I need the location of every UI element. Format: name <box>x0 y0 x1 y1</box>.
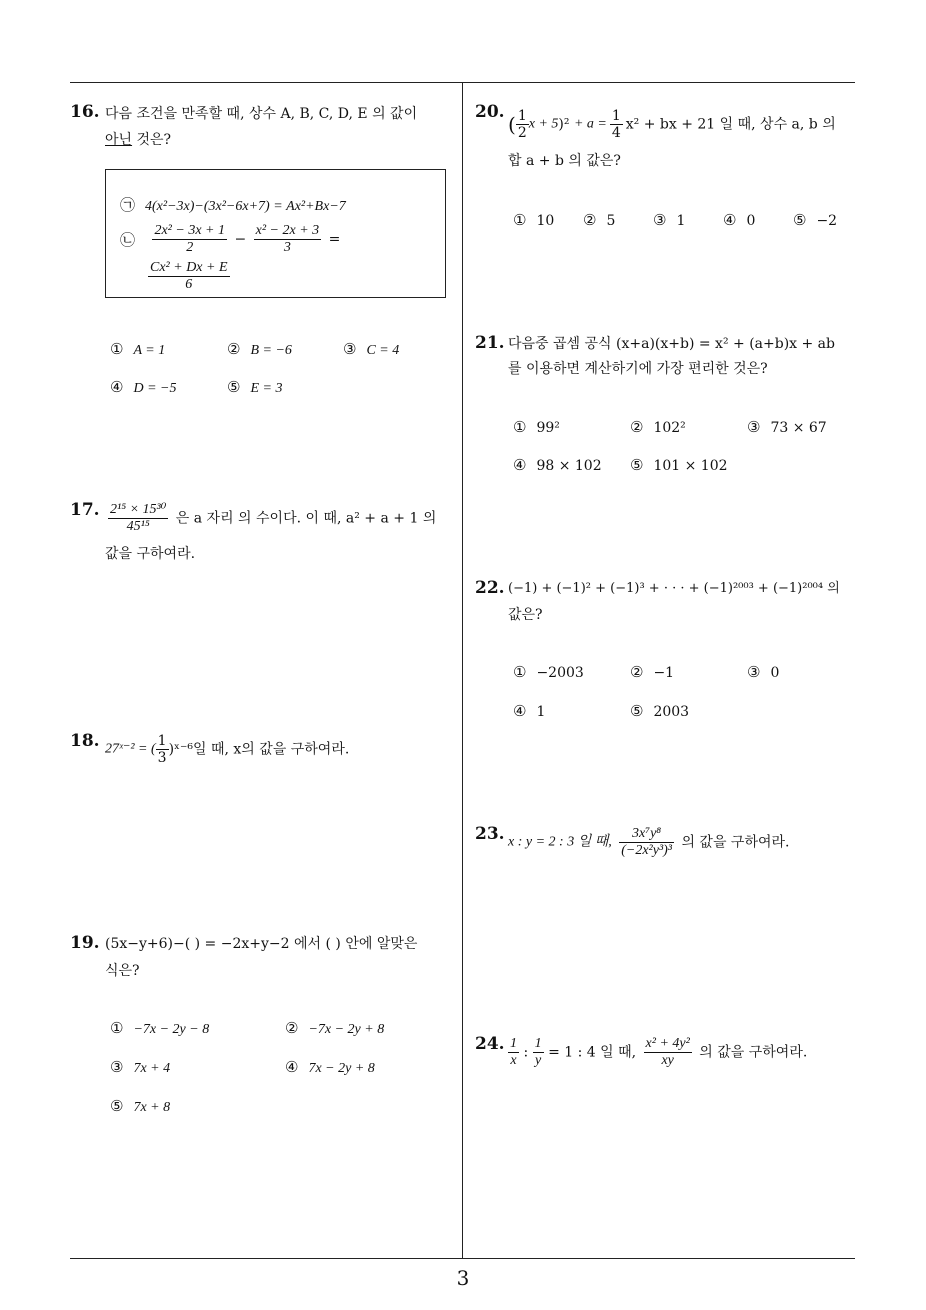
option-1[interactable] <box>513 663 584 681</box>
fraction-numerator: x² − 2x + 3 <box>255 223 320 238</box>
fraction-one-over-y <box>533 1036 544 1069</box>
option-mark: ② <box>630 663 644 681</box>
page-number: 3 <box>456 1266 470 1290</box>
option-text: 0 <box>746 213 756 229</box>
option-text: −7x − 2y − 8 <box>133 1022 210 1037</box>
equation-mid: + a = <box>573 116 607 132</box>
fraction-one-over-x <box>508 1036 519 1069</box>
question-number: 16. <box>70 102 100 122</box>
option-text: D = −5 <box>133 381 177 396</box>
option-mark: ④ <box>285 1058 299 1076</box>
question-text-line2: 를 이용하면 계산하기에 가장 편리한 것은? <box>508 361 768 377</box>
option-text: 1 <box>676 213 686 229</box>
question-text-line2 <box>105 127 171 153</box>
fraction-numerator: 2x² − 3x + 1 <box>154 223 225 238</box>
condition-1 <box>120 192 346 220</box>
question-text <box>105 733 349 766</box>
option-2[interactable] <box>630 418 686 436</box>
option-text: −7x − 2y + 8 <box>308 1022 385 1037</box>
fraction-denominator: 2 <box>517 125 527 141</box>
option-text: −2 <box>816 213 838 229</box>
fraction-numerator: 1 <box>611 108 621 124</box>
option-1[interactable] <box>513 418 560 436</box>
question-text <box>508 1036 807 1069</box>
option-mark: ① <box>513 211 527 229</box>
option-mark: ② <box>630 418 644 436</box>
option-3[interactable] <box>747 663 779 681</box>
option-text: 10 <box>536 213 555 229</box>
fraction-numerator: x² + 4y² <box>645 1036 690 1051</box>
option-mark: ③ <box>653 211 667 229</box>
option-mark: ③ <box>747 418 761 436</box>
option-text: 0 <box>770 665 780 681</box>
option-mark: ③ <box>110 1058 124 1076</box>
question-text-line2: 식은? <box>105 963 140 979</box>
option-text: B = −6 <box>250 343 292 358</box>
fraction-denominator: y <box>533 1052 544 1069</box>
option-text: A = 1 <box>133 343 166 358</box>
option-mark: ⑤ <box>793 211 807 229</box>
question-number: 17. <box>70 500 100 520</box>
option-mark: ② <box>583 211 597 229</box>
question-number: 24. <box>475 1034 505 1054</box>
condition-2-rhs-frac <box>148 260 230 293</box>
option-text: 102² <box>653 420 686 436</box>
option-mark: ④ <box>513 702 527 720</box>
option-4[interactable] <box>110 378 176 397</box>
question-text-rest: 의 값을 구하여라. <box>681 834 790 851</box>
option-4[interactable] <box>513 456 602 474</box>
question-number: 22. <box>475 578 505 598</box>
question-fraction <box>619 826 674 859</box>
option-mark: ④ <box>513 456 527 474</box>
option-mark: ① <box>110 1019 124 1037</box>
option-text: 99² <box>536 420 560 436</box>
minus-sign: − <box>234 231 247 248</box>
fraction-denominator: 4 <box>611 125 621 141</box>
fraction-numerator: 2¹⁵ × 15³⁰ <box>110 502 167 517</box>
option-2[interactable] <box>583 211 615 229</box>
option-text: −2003 <box>536 665 584 681</box>
condition-1-expr: 4(x²−3x)−(3x²−6x+7) = Ax²+Bx−7 <box>145 199 346 214</box>
option-mark: ④ <box>110 378 124 396</box>
question-text: 다음 조건을 만족할 때, 상수 A, B, C, D, E 의 값이 <box>105 106 418 122</box>
question-fraction <box>644 1036 692 1069</box>
fraction-denominator: 2 <box>152 239 227 256</box>
paren-content: x + 5 <box>528 116 559 132</box>
fraction-quarter <box>610 108 623 141</box>
question-text: (5x−y+6)−( ) = −2x+y−2 에서 ( ) 안에 알맞은 <box>105 936 418 952</box>
fraction-numerator: 1 <box>534 1036 542 1051</box>
fraction-denominator: (−2x²y³)³ <box>621 843 672 858</box>
equation-rhs: )ˣ⁻⁶일 때, x의 값을 구하여라. <box>168 741 350 758</box>
option-text: 2003 <box>653 704 690 720</box>
option-mark: ⑤ <box>630 702 644 720</box>
question-number: 21. <box>475 333 505 353</box>
option-mark: ⑤ <box>110 1097 124 1115</box>
option-mark: ① <box>110 340 124 358</box>
option-5[interactable] <box>110 1097 170 1116</box>
colon: : <box>523 1044 529 1061</box>
fraction-denominator: xy <box>644 1052 692 1069</box>
option-text: 7x + 8 <box>133 1100 171 1115</box>
option-3[interactable] <box>343 340 399 359</box>
option-text: 7x + 4 <box>133 1061 171 1076</box>
question-text-line1: 은 a 자리 의 수이다. 이 때, a² + a + 1 의 <box>175 510 437 527</box>
option-mark: ② <box>227 340 241 358</box>
question-text-line2: 값을 구하여라. <box>105 546 196 562</box>
paren-open: ( <box>508 112 516 137</box>
option-5[interactable] <box>630 702 689 720</box>
fraction-numerator: 3x⁷y⁸ <box>632 826 662 841</box>
option-text: C = 4 <box>366 343 400 358</box>
question-text <box>508 108 836 141</box>
question-text-rest: 것은? <box>132 132 172 148</box>
equation-lhs: x : y = 2 : 3 일 때, <box>508 834 612 850</box>
question-text-rest: 의 값을 구하여라. <box>699 1044 808 1061</box>
option-mark: ③ <box>747 663 761 681</box>
question-text <box>105 502 436 535</box>
option-4[interactable] <box>285 1058 375 1077</box>
underlined-word: 아닌 <box>105 132 133 148</box>
fraction-numerator: 1 <box>517 108 527 124</box>
option-text: 73 × 67 <box>770 420 827 436</box>
question-number: 20. <box>475 102 505 122</box>
option-5[interactable] <box>227 378 282 397</box>
option-3[interactable] <box>653 211 685 229</box>
condition-2-frac2 <box>254 223 322 256</box>
condition-1-label: ㉠ <box>120 196 136 214</box>
question-text <box>508 826 789 859</box>
condition-2 <box>120 223 340 256</box>
option-mark: ④ <box>723 211 737 229</box>
fraction-denominator: 3 <box>157 750 167 766</box>
equals-sign: = <box>328 231 341 248</box>
option-text: 5 <box>606 213 616 229</box>
option-mark: ① <box>513 418 527 436</box>
option-mark: ① <box>513 663 527 681</box>
option-text: −1 <box>653 665 675 681</box>
fraction-numerator: 1 <box>157 733 167 749</box>
option-2[interactable] <box>630 663 674 681</box>
question-number: 19. <box>70 933 100 953</box>
condition-2-label: ㉡ <box>120 230 136 249</box>
option-5[interactable] <box>630 456 728 474</box>
question-number: 23. <box>475 824 505 844</box>
question-text-line2: 값은? <box>508 607 543 623</box>
fraction-denominator: x <box>508 1052 519 1069</box>
option-mark: ③ <box>343 340 357 358</box>
fraction-numerator: Cx² + Dx + E <box>150 260 228 275</box>
option-mark: ② <box>285 1019 299 1037</box>
question-fraction <box>156 733 169 766</box>
option-1[interactable] <box>110 1019 209 1038</box>
question-text: (−1) + (−1)² + (−1)³ + · · · + (−1)²⁰⁰³ + (−1)²⁰⁰⁴ 의 <box>508 581 840 596</box>
option-text: 1 <box>536 704 546 720</box>
condition-2-frac1 <box>152 223 227 256</box>
option-mark: ⑤ <box>630 456 644 474</box>
option-3[interactable] <box>110 1058 170 1077</box>
column-divider <box>462 83 463 1259</box>
option-5[interactable] <box>793 211 837 229</box>
option-mark: ⑤ <box>227 378 241 396</box>
condition-2-rhs <box>145 260 233 293</box>
question-fraction <box>108 502 168 535</box>
equation-lhs: 27ˣ⁻² = ( <box>105 741 156 757</box>
fraction-denominator: 3 <box>254 239 322 256</box>
option-2[interactable] <box>227 340 292 359</box>
option-1[interactable] <box>513 211 554 229</box>
option-text: 7x − 2y + 8 <box>308 1061 375 1076</box>
option-text: E = 3 <box>250 381 283 396</box>
option-4[interactable] <box>513 702 545 720</box>
question-text: 다음중 곱셈 공식 (x+a)(x+b) = x² + (a+b)x + ab <box>508 336 835 352</box>
option-4[interactable] <box>723 211 755 229</box>
option-text: 98 × 102 <box>536 458 602 474</box>
fraction-numerator: 1 <box>510 1036 517 1051</box>
question-text-rest: x² + bx + 21 일 때, 상수 a, b 의 <box>625 116 836 133</box>
option-3[interactable] <box>747 418 827 436</box>
fraction-denominator: 45¹⁵ <box>108 518 168 535</box>
fraction-denominator: 6 <box>148 276 230 293</box>
question-text-line2: 합 a + b 의 값은? <box>508 153 621 169</box>
option-2[interactable] <box>285 1019 384 1038</box>
paren-close: )² <box>558 116 570 133</box>
option-text: 101 × 102 <box>653 458 728 474</box>
question-number: 18. <box>70 731 100 751</box>
option-1[interactable] <box>110 340 165 359</box>
equation-mid: = 1 : 4 일 때, <box>548 1044 637 1061</box>
fraction-half <box>516 108 529 141</box>
